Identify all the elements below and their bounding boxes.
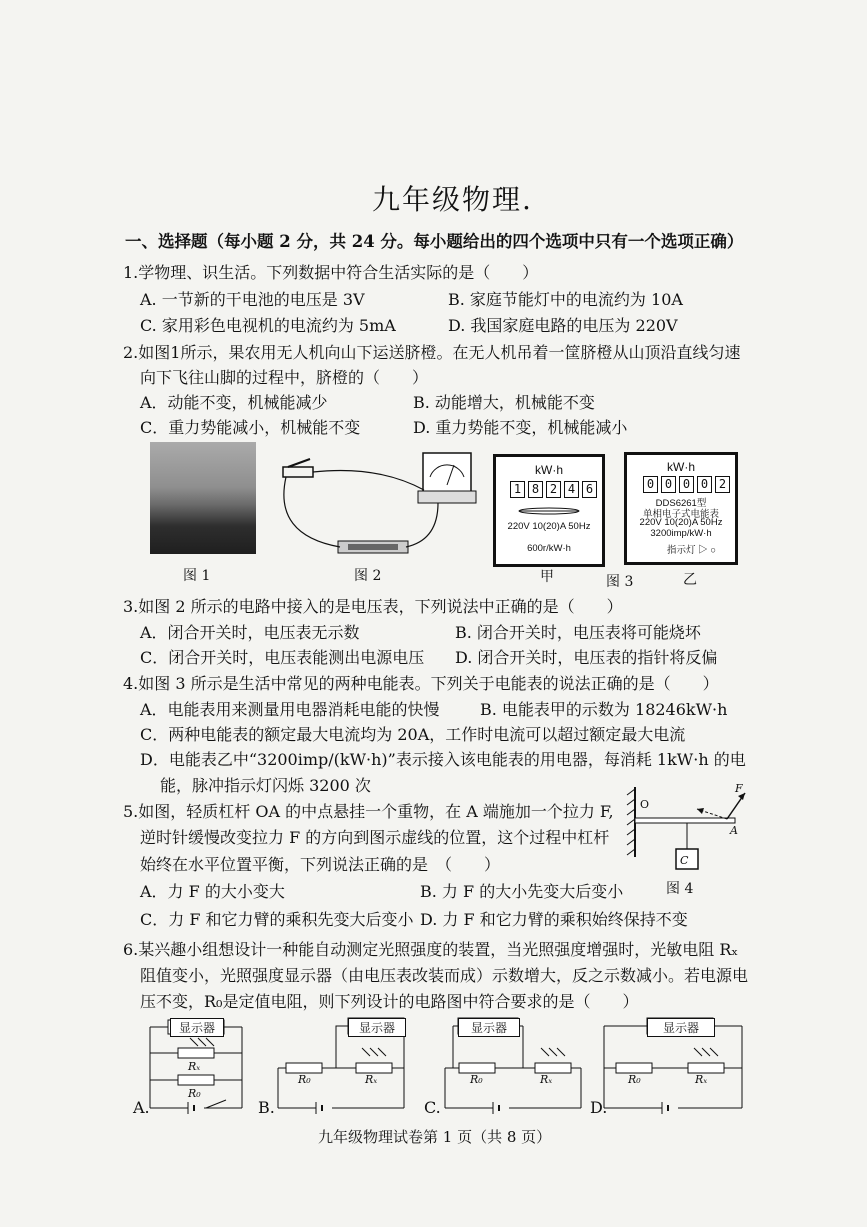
meter-yi-constant: 3200imp/kW·h: [650, 528, 712, 539]
fig2-circuit: [278, 445, 478, 560]
circuit-b-r0: R₀: [298, 1073, 311, 1086]
q3-option-a: A．闭合开关时，电压表无示数: [140, 623, 360, 642]
q6-stem-line2: 阻值变小，光照强度显示器（由电压表改装而成）示数增大，反之示数减小。若电源电: [140, 966, 749, 985]
meter-jia-digit: 1: [510, 481, 525, 498]
meter-jia-digit: 4: [564, 481, 579, 498]
meter-disc-icon: [516, 506, 582, 516]
meter-jia-label: 甲: [540, 569, 554, 585]
q6-stem-line3: 压不变，R₀是定值电阻，则下列设计的电路图中符合要求的是（ ）: [140, 992, 639, 1011]
q5-option-a: A．力 F 的大小变大: [140, 882, 285, 901]
q4-stem: 4.如图 3 所示是生活中常见的两种电能表。下列关于电能表的说法正确的是（ ）: [123, 674, 719, 693]
q2-option-d: D. 重力势能不变，机械能减小: [413, 418, 628, 437]
q2-stem-line2: 向下飞往山脚的过程中，脐橙的（ ）: [140, 368, 429, 387]
drone-photo: [150, 442, 256, 554]
q1-option-b: B. 家庭节能灯中的电流约为 10A: [448, 290, 683, 309]
q5-option-b: B. 力 F 的大小先变大后变小: [420, 882, 624, 901]
q3-stem: 3.如图 2 所示的电路中接入的是电压表，下列说法中正确的是（ ）: [123, 597, 623, 616]
meter-yi-indicator: 指示灯 ▷ ○: [667, 545, 717, 556]
meter-jia-digits: [510, 481, 597, 498]
q2-option-c: C．重力势能减小，机械能不变: [140, 418, 361, 437]
circuit-b-rx: Rₓ: [365, 1073, 378, 1086]
circuit-c-rx: Rₓ: [540, 1073, 553, 1086]
meter-yi-digits: [643, 476, 730, 493]
fig4-caption: 图 4: [666, 881, 694, 897]
meter-yi-digit: 0: [697, 476, 712, 493]
q5-stem-line3: 始终在水平位置平衡，下列说法正确的是 （ ）: [140, 855, 501, 874]
q3-option-b: B. 闭合开关时，电压表将可能烧坏: [455, 623, 701, 642]
q4-option-c: C．两种电能表的额定最大电流均为 20A，工作时电流可以超过额定最大电流: [140, 725, 686, 744]
q5-stem-line1: 5.如图，轻质杠杆 OA 的中点悬挂一个重物，在 A 端施加一个拉力 F,: [123, 802, 614, 821]
q4-option-d-line1: D．电能表乙中“3200imp/(kW·h)”表示接入该电能表的用电器，每消耗 1kW·h 的电: [140, 750, 746, 769]
q5-stem-line2: 逆时针缓慢改变拉力 F 的方向到图示虚线的位置，这个过程中杠杆: [140, 828, 610, 847]
circuit-b-label: B.: [258, 1098, 275, 1117]
meter-yi-digit: 0: [643, 476, 658, 493]
meter-jia-digit: 2: [546, 481, 561, 498]
circuit-c-display: 显示器: [458, 1018, 520, 1037]
weight-c-label: C: [680, 854, 689, 867]
circuit-a-label: A.: [133, 1098, 150, 1117]
meter-yi-model: DDS6261型: [655, 498, 707, 509]
energy-meter-yi: [624, 452, 738, 565]
q3-option-c: C．闭合开关时，电压表能测出电源电压: [140, 648, 425, 667]
meter-yi-digit: 0: [661, 476, 676, 493]
q1-option-d: D. 我国家庭电路的电压为 220V: [448, 316, 678, 335]
fig1-caption: 图 1: [183, 568, 211, 584]
circuit-b-display: 显示器: [348, 1018, 406, 1037]
meter-jia-constant: 600r/kW·h: [527, 543, 571, 554]
q4-option-b: B. 电能表甲的示数为 18246kW·h: [480, 700, 728, 719]
energy-meter-jia: [493, 454, 605, 567]
q2-option-a: A．动能不变，机械能减少: [140, 393, 328, 412]
circuit-c-r0: R₀: [470, 1073, 483, 1086]
q4-option-a: A．电能表用来测量用电器消耗电能的快慢: [140, 700, 440, 719]
meter-yi-label: 乙: [683, 572, 697, 588]
fig3-caption: 图 3: [606, 574, 634, 590]
meter-jia-rating: 220V 10(20)A 50Hz: [507, 521, 591, 532]
meter-yi-rating: 220V 10(20)A 50Hz: [639, 517, 723, 528]
meter-yi-digit: 2: [715, 476, 730, 493]
force-f-label: F: [735, 782, 743, 795]
q1-option-c: C. 家用彩色电视机的电流约为 5mA: [140, 316, 396, 335]
circuit-a-rx: Rₓ: [188, 1060, 201, 1073]
q2-stem-line1: 2.如图1所示，果农用无人机向山下运送脐橙。在无人机吊着一筐脐橙从山顶沿直线匀速: [123, 343, 741, 362]
meter-jia-unit: kW·h: [535, 463, 563, 477]
meter-yi-digit: 0: [679, 476, 694, 493]
meter-yi-name: 单相电子式电能表: [642, 509, 719, 520]
q1-option-a: A. 一节新的干电池的电压是 3V: [140, 290, 365, 309]
q5-option-d: D. 力 F 和它力臂的乘积始终保持不变: [420, 910, 688, 929]
circuit-d-r0: R₀: [628, 1073, 641, 1086]
q6-stem-line1: 6.某兴趣小组想设计一种能自动测定光照强度的装置，当光照强度增强时，光敏电阻 Rₓ: [123, 940, 739, 959]
section-heading: 一、选择题（每小题 2 分，共 24 分。每小题给出的四个选项中只有一个选项正确）: [125, 232, 744, 251]
circuit-a-display: 显示器: [170, 1018, 224, 1037]
lever-point-a: A: [730, 824, 738, 837]
meter-jia-digit: 6: [582, 481, 597, 498]
page-title: 九年级物理.: [372, 183, 533, 216]
circuit-d-label: D.: [590, 1098, 608, 1117]
q3-option-d: D. 闭合开关时，电压表的指针将反偏: [455, 648, 718, 667]
meter-jia-digit: 8: [528, 481, 543, 498]
meter-yi-unit: kW·h: [667, 460, 695, 474]
q4-option-d-line2: 能，脉冲指示灯闪烁 3200 次: [160, 776, 371, 795]
q1-stem: 1.学物理、识生活。下列数据中符合生活实际的是（ ）: [123, 263, 539, 282]
q5-option-c: C．力 F 和它力臂的乘积先变大后变小: [140, 910, 414, 929]
page-footer: 九年级物理试卷第 1 页（共 8 页）: [318, 1128, 552, 1146]
q2-option-b: B. 动能增大，机械能不变: [413, 393, 595, 412]
circuit-c-label: C.: [424, 1098, 441, 1117]
circuit-d-rx: Rₓ: [695, 1073, 708, 1086]
circuit-d-display: 显示器: [647, 1018, 715, 1037]
fig2-caption: 图 2: [354, 568, 382, 584]
circuit-a-r0: R₀: [188, 1087, 201, 1100]
lever-point-o: O: [640, 798, 650, 811]
